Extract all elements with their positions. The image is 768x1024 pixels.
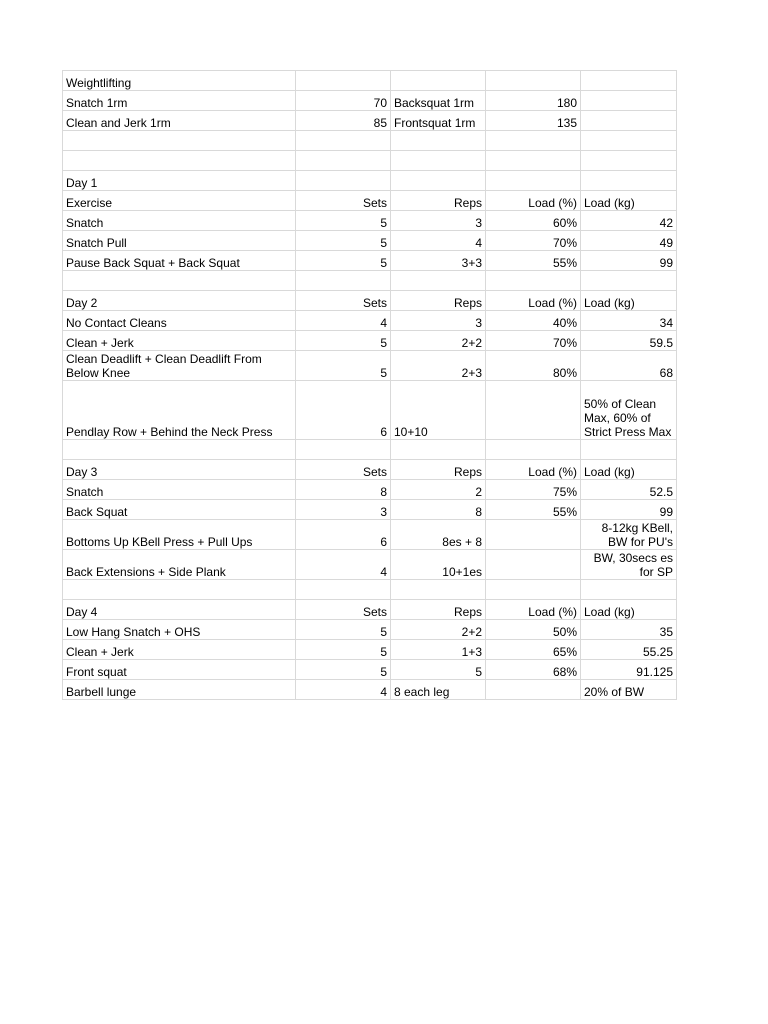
cell-load-kg[interactable]: Load (kg) (581, 600, 677, 620)
cell-load-pct[interactable]: 55% (486, 251, 581, 271)
table-row (63, 331, 677, 351)
cell-sets[interactable]: Sets (296, 291, 391, 311)
cell-load-pct[interactable] (486, 171, 581, 191)
cell-exercise[interactable]: Barbell lunge (63, 680, 296, 700)
cell-sets[interactable]: 8 (296, 480, 391, 500)
cell-reps[interactable]: Reps (391, 600, 486, 620)
table-row (63, 171, 677, 191)
cell-reps[interactable]: 4 (391, 231, 486, 251)
cell-reps[interactable]: 8 each leg (391, 680, 486, 700)
cell-load-kg[interactable]: 20% of BW (581, 680, 677, 700)
cell-load-pct[interactable]: 60% (486, 211, 581, 231)
table-row (63, 480, 677, 500)
cell-sets[interactable]: 70 (296, 91, 391, 111)
cell-exercise[interactable]: Clean + Jerk (63, 640, 296, 660)
cell-load-kg[interactable] (581, 271, 677, 291)
cell-load-kg[interactable]: 99 (581, 500, 677, 520)
cell-load-kg[interactable]: 42 (581, 211, 677, 231)
spreadsheet-body (63, 71, 677, 700)
cell-load-pct[interactable] (486, 131, 581, 151)
cell-load-pct[interactable] (486, 550, 581, 580)
cell-sets[interactable] (296, 271, 391, 291)
cell-sets[interactable]: 85 (296, 111, 391, 131)
cell-load-pct[interactable]: 70% (486, 231, 581, 251)
cell-load-pct[interactable]: Load (%) (486, 191, 581, 211)
cell-load-pct[interactable] (486, 151, 581, 171)
cell-reps[interactable]: 10+1es (391, 550, 486, 580)
table-row (63, 91, 677, 111)
cell-load-kg[interactable]: 35 (581, 620, 677, 640)
cell-load-pct[interactable]: 55% (486, 500, 581, 520)
cell-exercise[interactable]: Clean + Jerk (63, 331, 296, 351)
cell-sets[interactable]: 5 (296, 351, 391, 381)
cell-sets[interactable]: 5 (296, 620, 391, 640)
cell-load-kg[interactable]: Load (kg) (581, 191, 677, 211)
cell-reps[interactable] (391, 151, 486, 171)
cell-load-kg[interactable] (581, 91, 677, 111)
table-row (63, 311, 677, 331)
table-row (63, 520, 677, 550)
cell-sets[interactable] (296, 131, 391, 151)
cell-exercise[interactable] (63, 271, 296, 291)
cell-reps[interactable] (391, 440, 486, 460)
cell-exercise[interactable] (63, 440, 296, 460)
table-row (63, 620, 677, 640)
cell-sets[interactable]: 5 (296, 211, 391, 231)
cell-exercise[interactable]: Clean and Jerk 1rm (63, 111, 296, 131)
cell-exercise[interactable] (63, 131, 296, 151)
table-row (63, 231, 677, 251)
cell-exercise[interactable]: Exercise (63, 191, 296, 211)
cell-reps[interactable]: 2+3 (391, 351, 486, 381)
cell-load-kg[interactable]: 59.5 (581, 331, 677, 351)
cell-sets[interactable]: 5 (296, 251, 391, 271)
cell-reps[interactable]: 3 (391, 311, 486, 331)
table-row (63, 211, 677, 231)
cell-exercise[interactable]: Back Squat (63, 500, 296, 520)
cell-load-pct[interactable]: 50% (486, 620, 581, 640)
table-row (63, 111, 677, 131)
cell-exercise[interactable]: Clean Deadlift + Clean Deadlift From Below Knee (63, 351, 296, 381)
cell-load-pct[interactable]: Load (%) (486, 600, 581, 620)
cell-load-kg[interactable] (581, 111, 677, 131)
cell-sets[interactable]: Sets (296, 191, 391, 211)
cell-load-pct[interactable] (486, 520, 581, 550)
table-row (63, 381, 677, 440)
cell-load-kg[interactable]: 91.125 (581, 660, 677, 680)
table-row (63, 151, 677, 171)
cell-load-kg[interactable]: 99 (581, 251, 677, 271)
cell-exercise[interactable]: Front squat (63, 660, 296, 680)
cell-exercise[interactable]: Snatch (63, 480, 296, 500)
cell-sets[interactable]: 5 (296, 231, 391, 251)
cell-load-pct[interactable]: 180 (486, 91, 581, 111)
cell-load-pct[interactable]: 70% (486, 331, 581, 351)
table-row (63, 500, 677, 520)
table-row (63, 600, 677, 620)
table-row (63, 251, 677, 271)
table-row (63, 580, 677, 600)
workout-spreadsheet (62, 70, 677, 700)
cell-reps[interactable] (391, 580, 486, 600)
cell-reps[interactable]: Frontsquat 1rm (391, 111, 486, 131)
cell-sets[interactable]: 5 (296, 660, 391, 680)
cell-exercise[interactable]: Pendlay Row + Behind the Neck Press (63, 381, 296, 440)
cell-sets[interactable] (296, 71, 391, 91)
cell-load-pct[interactable]: 68% (486, 660, 581, 680)
cell-reps[interactable]: 2+2 (391, 620, 486, 640)
table-row (63, 640, 677, 660)
cell-reps[interactable]: Reps (391, 191, 486, 211)
cell-load-pct[interactable] (486, 71, 581, 91)
cell-exercise[interactable]: Day 3 (63, 460, 296, 480)
cell-reps[interactable]: 10+10 (391, 381, 486, 440)
cell-load-pct[interactable] (486, 271, 581, 291)
cell-load-kg[interactable]: 34 (581, 311, 677, 331)
cell-sets[interactable] (296, 151, 391, 171)
cell-sets[interactable]: Sets (296, 600, 391, 620)
table-row (63, 660, 677, 680)
cell-sets[interactable]: 6 (296, 381, 391, 440)
table-row (63, 71, 677, 91)
cell-exercise[interactable]: Day 4 (63, 600, 296, 620)
cell-load-pct[interactable]: 135 (486, 111, 581, 131)
cell-exercise[interactable]: Pause Back Squat + Back Squat (63, 251, 296, 271)
cell-load-pct[interactable]: 75% (486, 480, 581, 500)
table-row (63, 460, 677, 480)
cell-load-kg[interactable]: 68 (581, 351, 677, 381)
table-row (63, 440, 677, 460)
cell-load-pct[interactable]: 65% (486, 640, 581, 660)
cell-load-kg[interactable]: BW, 30secs es for SP (581, 550, 677, 580)
cell-exercise[interactable] (63, 151, 296, 171)
cell-load-pct[interactable] (486, 440, 581, 460)
cell-reps[interactable] (391, 131, 486, 151)
cell-exercise[interactable]: Snatch (63, 211, 296, 231)
cell-reps[interactable]: 1+3 (391, 640, 486, 660)
cell-load-pct[interactable]: 40% (486, 311, 581, 331)
cell-reps[interactable]: 2 (391, 480, 486, 500)
cell-exercise[interactable]: Snatch 1rm (63, 91, 296, 111)
cell-load-pct[interactable] (486, 381, 581, 440)
cell-load-pct[interactable]: Load (%) (486, 460, 581, 480)
cell-sets[interactable] (296, 171, 391, 191)
table-row (63, 351, 677, 381)
cell-reps[interactable] (391, 171, 486, 191)
cell-load-kg[interactable]: 52.5 (581, 480, 677, 500)
cell-load-kg[interactable]: Load (kg) (581, 291, 677, 311)
cell-exercise[interactable]: No Contact Cleans (63, 311, 296, 331)
cell-sets[interactable]: 5 (296, 640, 391, 660)
cell-load-kg[interactable] (581, 131, 677, 151)
table-row (63, 191, 677, 211)
cell-reps[interactable]: Reps (391, 460, 486, 480)
cell-load-kg[interactable]: Load (kg) (581, 460, 677, 480)
cell-sets[interactable]: 5 (296, 331, 391, 351)
cell-sets[interactable] (296, 580, 391, 600)
cell-load-pct[interactable]: Load (%) (486, 291, 581, 311)
cell-exercise[interactable]: Snatch Pull (63, 231, 296, 251)
cell-load-kg[interactable]: 49 (581, 231, 677, 251)
cell-load-kg[interactable]: 55.25 (581, 640, 677, 660)
table-row (63, 680, 677, 700)
cell-exercise[interactable]: Back Extensions + Side Plank (63, 550, 296, 580)
cell-load-kg[interactable]: 8-12kg KBell, BW for PU's (581, 520, 677, 550)
cell-sets[interactable]: 4 (296, 550, 391, 580)
cell-exercise[interactable] (63, 580, 296, 600)
cell-sets[interactable]: Sets (296, 460, 391, 480)
cell-reps[interactable]: 5 (391, 660, 486, 680)
table-row (63, 291, 677, 311)
cell-exercise[interactable]: Low Hang Snatch + OHS (63, 620, 296, 640)
cell-reps[interactable]: 2+2 (391, 331, 486, 351)
cell-load-kg[interactable] (581, 71, 677, 91)
cell-reps[interactable] (391, 271, 486, 291)
cell-reps[interactable] (391, 71, 486, 91)
cell-load-pct[interactable] (486, 580, 581, 600)
cell-exercise[interactable]: Bottoms Up KBell Press + Pull Ups (63, 520, 296, 550)
cell-load-kg[interactable] (581, 580, 677, 600)
cell-reps[interactable]: 8es + 8 (391, 520, 486, 550)
cell-load-kg[interactable] (581, 171, 677, 191)
cell-sets[interactable]: 4 (296, 311, 391, 331)
cell-exercise[interactable]: Weightlifting (63, 71, 296, 91)
cell-reps[interactable]: 8 (391, 500, 486, 520)
cell-sets[interactable] (296, 440, 391, 460)
cell-load-pct[interactable]: 80% (486, 351, 581, 381)
cell-reps[interactable]: Reps (391, 291, 486, 311)
cell-exercise[interactable]: Day 1 (63, 171, 296, 191)
table-row (63, 271, 677, 291)
table-row (63, 550, 677, 580)
cell-sets[interactable]: 3 (296, 500, 391, 520)
cell-sets[interactable]: 6 (296, 520, 391, 550)
cell-reps[interactable]: 3+3 (391, 251, 486, 271)
table-row (63, 131, 677, 151)
cell-reps[interactable]: 3 (391, 211, 486, 231)
cell-load-kg[interactable] (581, 151, 677, 171)
cell-load-pct[interactable] (486, 680, 581, 700)
cell-reps[interactable]: Backsquat 1rm (391, 91, 486, 111)
cell-sets[interactable]: 4 (296, 680, 391, 700)
cell-load-kg[interactable]: 50% of Clean Max, 60% of Strict Press Max (581, 381, 677, 440)
cell-exercise[interactable]: Day 2 (63, 291, 296, 311)
cell-load-kg[interactable] (581, 440, 677, 460)
